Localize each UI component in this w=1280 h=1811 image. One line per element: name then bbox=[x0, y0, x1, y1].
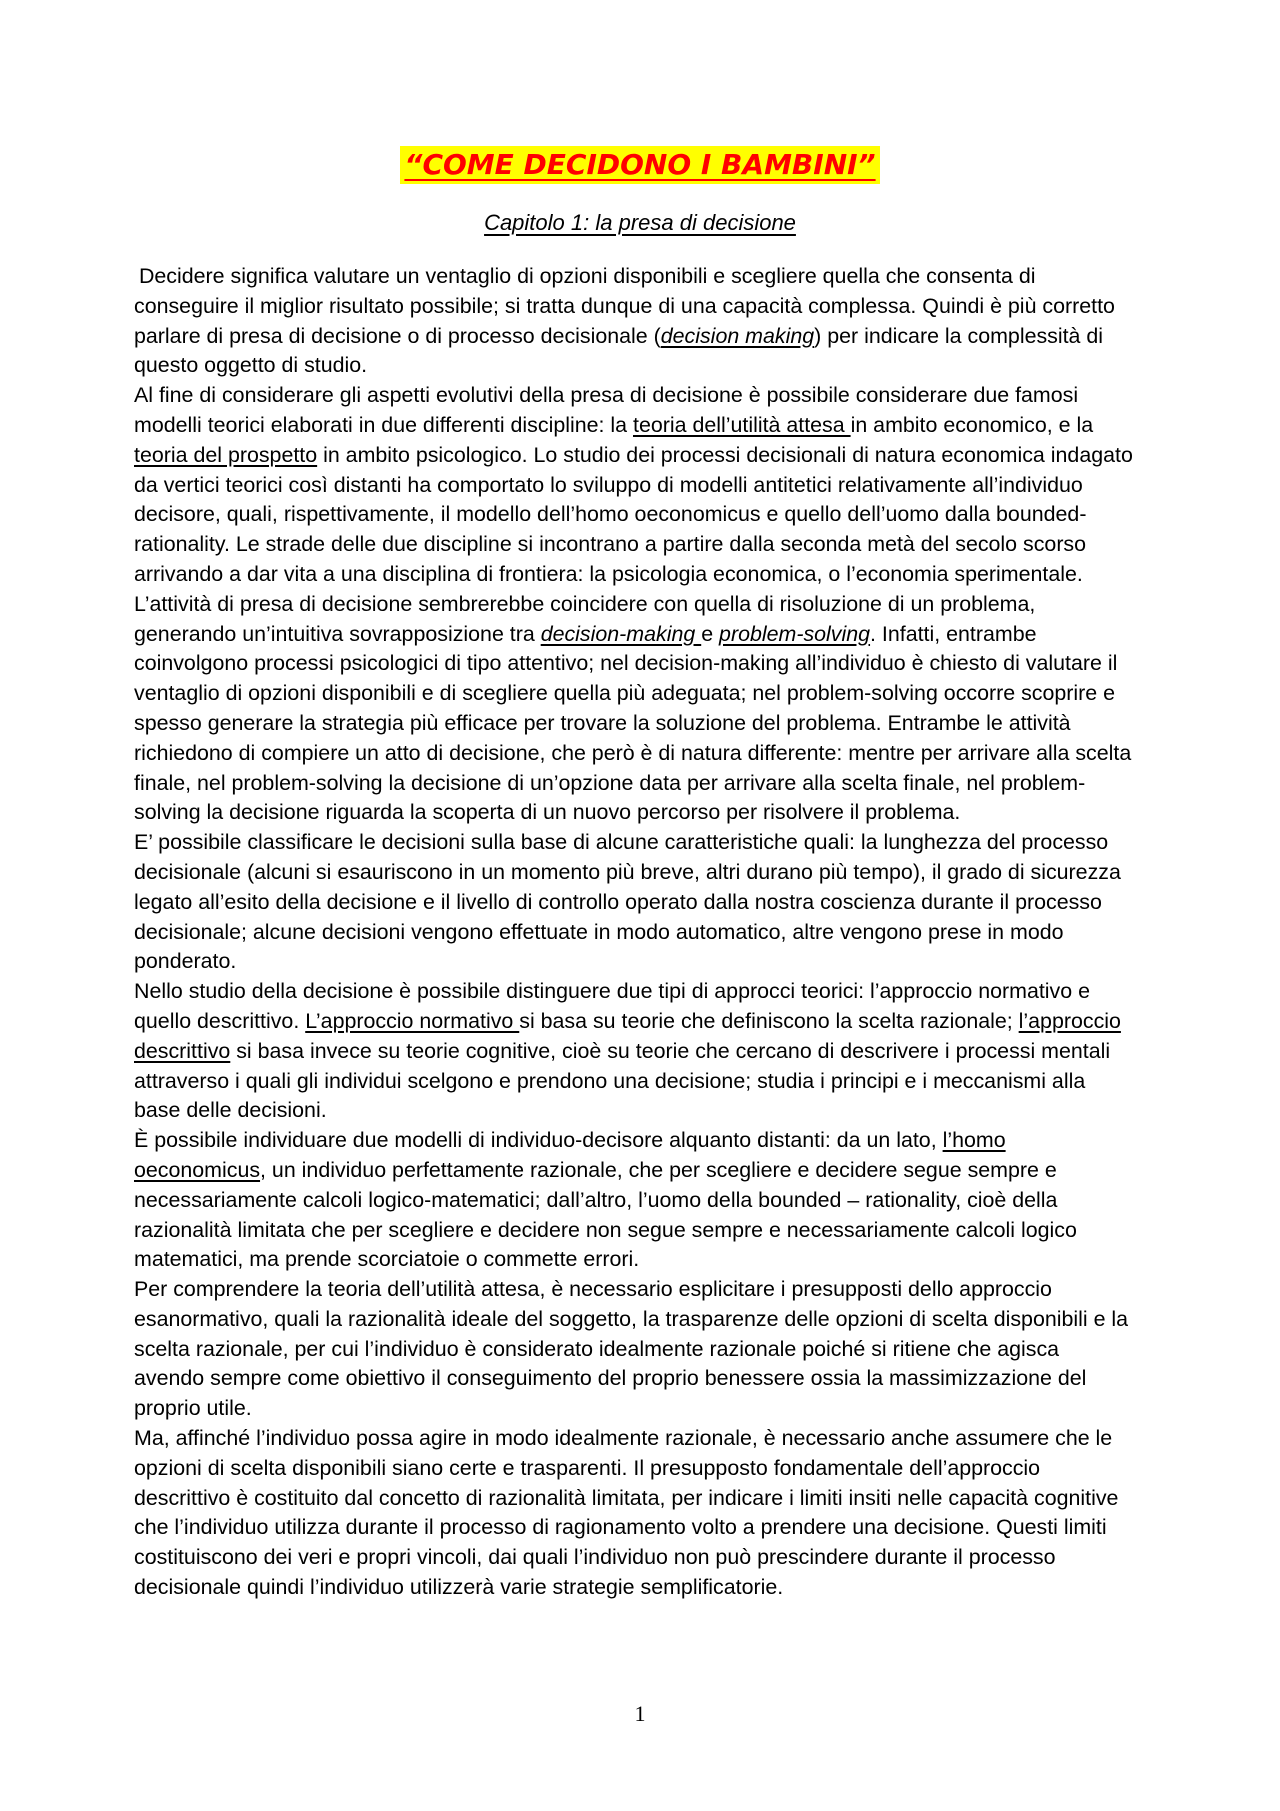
paragraph-3: L’attività di presa di decisione sembrerebbe coincidere con quella di risoluzione di un problema, generando un’intuitiva sovrapposizione tra decision-making e problem-solving. Infatti, entrambe coinvolgono processi psicologici di tipo attentivo; nel decision-making all’individuo è chiesto di valutare il ventaglio di opzioni disponibili e di scegliere quella più adeguata; nel problem-solving occorre scoprire e spesso generare la strategia più efficace per trovare la soluzione del problema. Entrambe le attività richiedono di compiere un atto di decisione, che però è di natura differente: mentre per arrivare alla scelta finale, nel problem-solving la decisione di un’opzione data per arrivare alla scelta finale, nel problem-solving la decisione riguarda la scoperta di un nuovo percorso per risolvere il problema. bbox=[134, 591, 1132, 825]
term-teoria-prospetto: teoria del prospetto bbox=[134, 442, 318, 467]
paragraph-2: Al fine di considerare gli aspetti evolutivi della presa di decisione è possibile considerare due famosi modelli teorici elaborati in due differenti discipline: la teoria dell’utilità attesa in ambito economico, e la teoria del prospetto in ambito psicologico. Lo studio dei processi decisionali di natura economica indagato da vertici teorici così distanti ha comportato lo sviluppo di modelli antitetici relativamente all’individuo decisore, quali, rispettivamente, il modello dell’homo oeconomicus e quello dell’uomo dalla bounded-rationality. Le strade delle due discipline si incontrano a partire dalla seconda metà del secolo scorso arrivando a dar vita a una disciplina di frontiera: la psicologia economica, o l’economia sperimentale. bbox=[134, 383, 1133, 586]
subtitle-container bbox=[0, 209, 1280, 237]
term-problem-solving: problem-solving bbox=[719, 621, 871, 646]
paragraph-4: E’ possibile classificare le decisioni sulla base di alcune caratteristiche quali: la lunghezza del processo decisionale (alcuni si esauriscono in un momento più breve, altri durano più tempo), il grado di sicurezza legato all’esito della decisione e il livello di controllo operato dalla nostra coscienza durante il processo decisionale; alcune decisioni vengono effettuate in modo automatico, altre vengono prese in modo ponderato. bbox=[134, 830, 1121, 974]
term-decision-making: decision making bbox=[660, 323, 815, 348]
paragraph-7: Per comprendere la teoria dell’utilità attesa, è necessario esplicitare i presupposti dello approccio esanormativo, quali la razionalità ideale del soggetto, la trasparenze delle opzioni di scelta disponibili e la scelta razionale, per cui l’individuo è considerato idealmente razionale poiché si ritiene che agisca avendo sempre come obiettivo il conseguimento del proprio benessere ossia la massimizzazione del proprio utile. bbox=[134, 1277, 1129, 1421]
term-teoria-utilita-attesa: teoria dell’utilità attesa bbox=[633, 412, 851, 437]
document-title: “COME DECIDONO I BAMBINI” bbox=[400, 146, 879, 184]
paragraph-6: È possibile individuare due modelli di individuo-decisore alquanto distanti: da un lato, l’homo oeconomicus, un individuo perfettamente razionale, che per scegliere e decidere segue sempre e necessariamente calcoli logico-matematici; dall’altro, l’uomo della bounded – rationality, cioè della razionalità limitata che per scegliere e decidere non segue sempre e necessariamente calcoli logico matematici, ma prende scorciatoie o commette errori. bbox=[134, 1128, 1077, 1272]
term-homo-oeconomicus: l’homo oeconomicus bbox=[134, 1128, 1006, 1182]
term-approccio-descrittivo: l’approccio descrittivo bbox=[134, 1008, 1121, 1063]
paragraph-8: Ma, affinché l’individuo possa agire in modo idealmente razionale, è necessario anche assumere che le opzioni di scelta disponibili siano certe e trasparenti. Il presupposto fondamentale dell’approccio descrittivo è costituito dal concetto di razionalità limitata, per indicare i limiti insiti nelle capacità cognitive che l’individuo utilizza durante il processo di ragionamento volto a prendere una decisione. Questi limiti costituiscono dei veri e propri vincoli, dai quali l’individuo non può prescindere durante il processo decisionale quindi l’individuo utilizzerà varie strategie semplificatorie. bbox=[134, 1426, 1119, 1600]
paragraph-1: Decidere significa valutare un ventaglio di opzioni disponibili e scegliere quella che consenta di conseguire il miglior risultato possibile; si tratta dunque di una capacità complessa. Quindi è più corretto parlare di presa di decisione o di processo decisionale (decision making) per indicare la complessità di questo oggetto di studio. bbox=[134, 264, 1115, 378]
term-decision-making-2: decision-making bbox=[540, 621, 702, 646]
term-approccio-normativo: L’approccio normativo bbox=[305, 1008, 520, 1033]
paragraph-5: Nello studio della decisione è possibile distinguere due tipi di approcci teorici: l’approccio normativo e quello descrittivo. L’approccio normativo si basa su teorie che definiscono la scelta razionale; l’approccio descrittivo si basa invece su teorie cognitive, cioè su teorie che cercano di descrivere i processi mentali attraverso i quali gli individui scelgono e prendono una decisione; studia i principi e i meccanismi alla base delle decisioni. bbox=[134, 979, 1121, 1123]
page-number: 1 bbox=[634, 1701, 646, 1726]
chapter-title: Capitolo 1: la presa di decisione bbox=[484, 210, 796, 235]
title-container bbox=[0, 146, 1280, 184]
body-text bbox=[134, 262, 1134, 1603]
